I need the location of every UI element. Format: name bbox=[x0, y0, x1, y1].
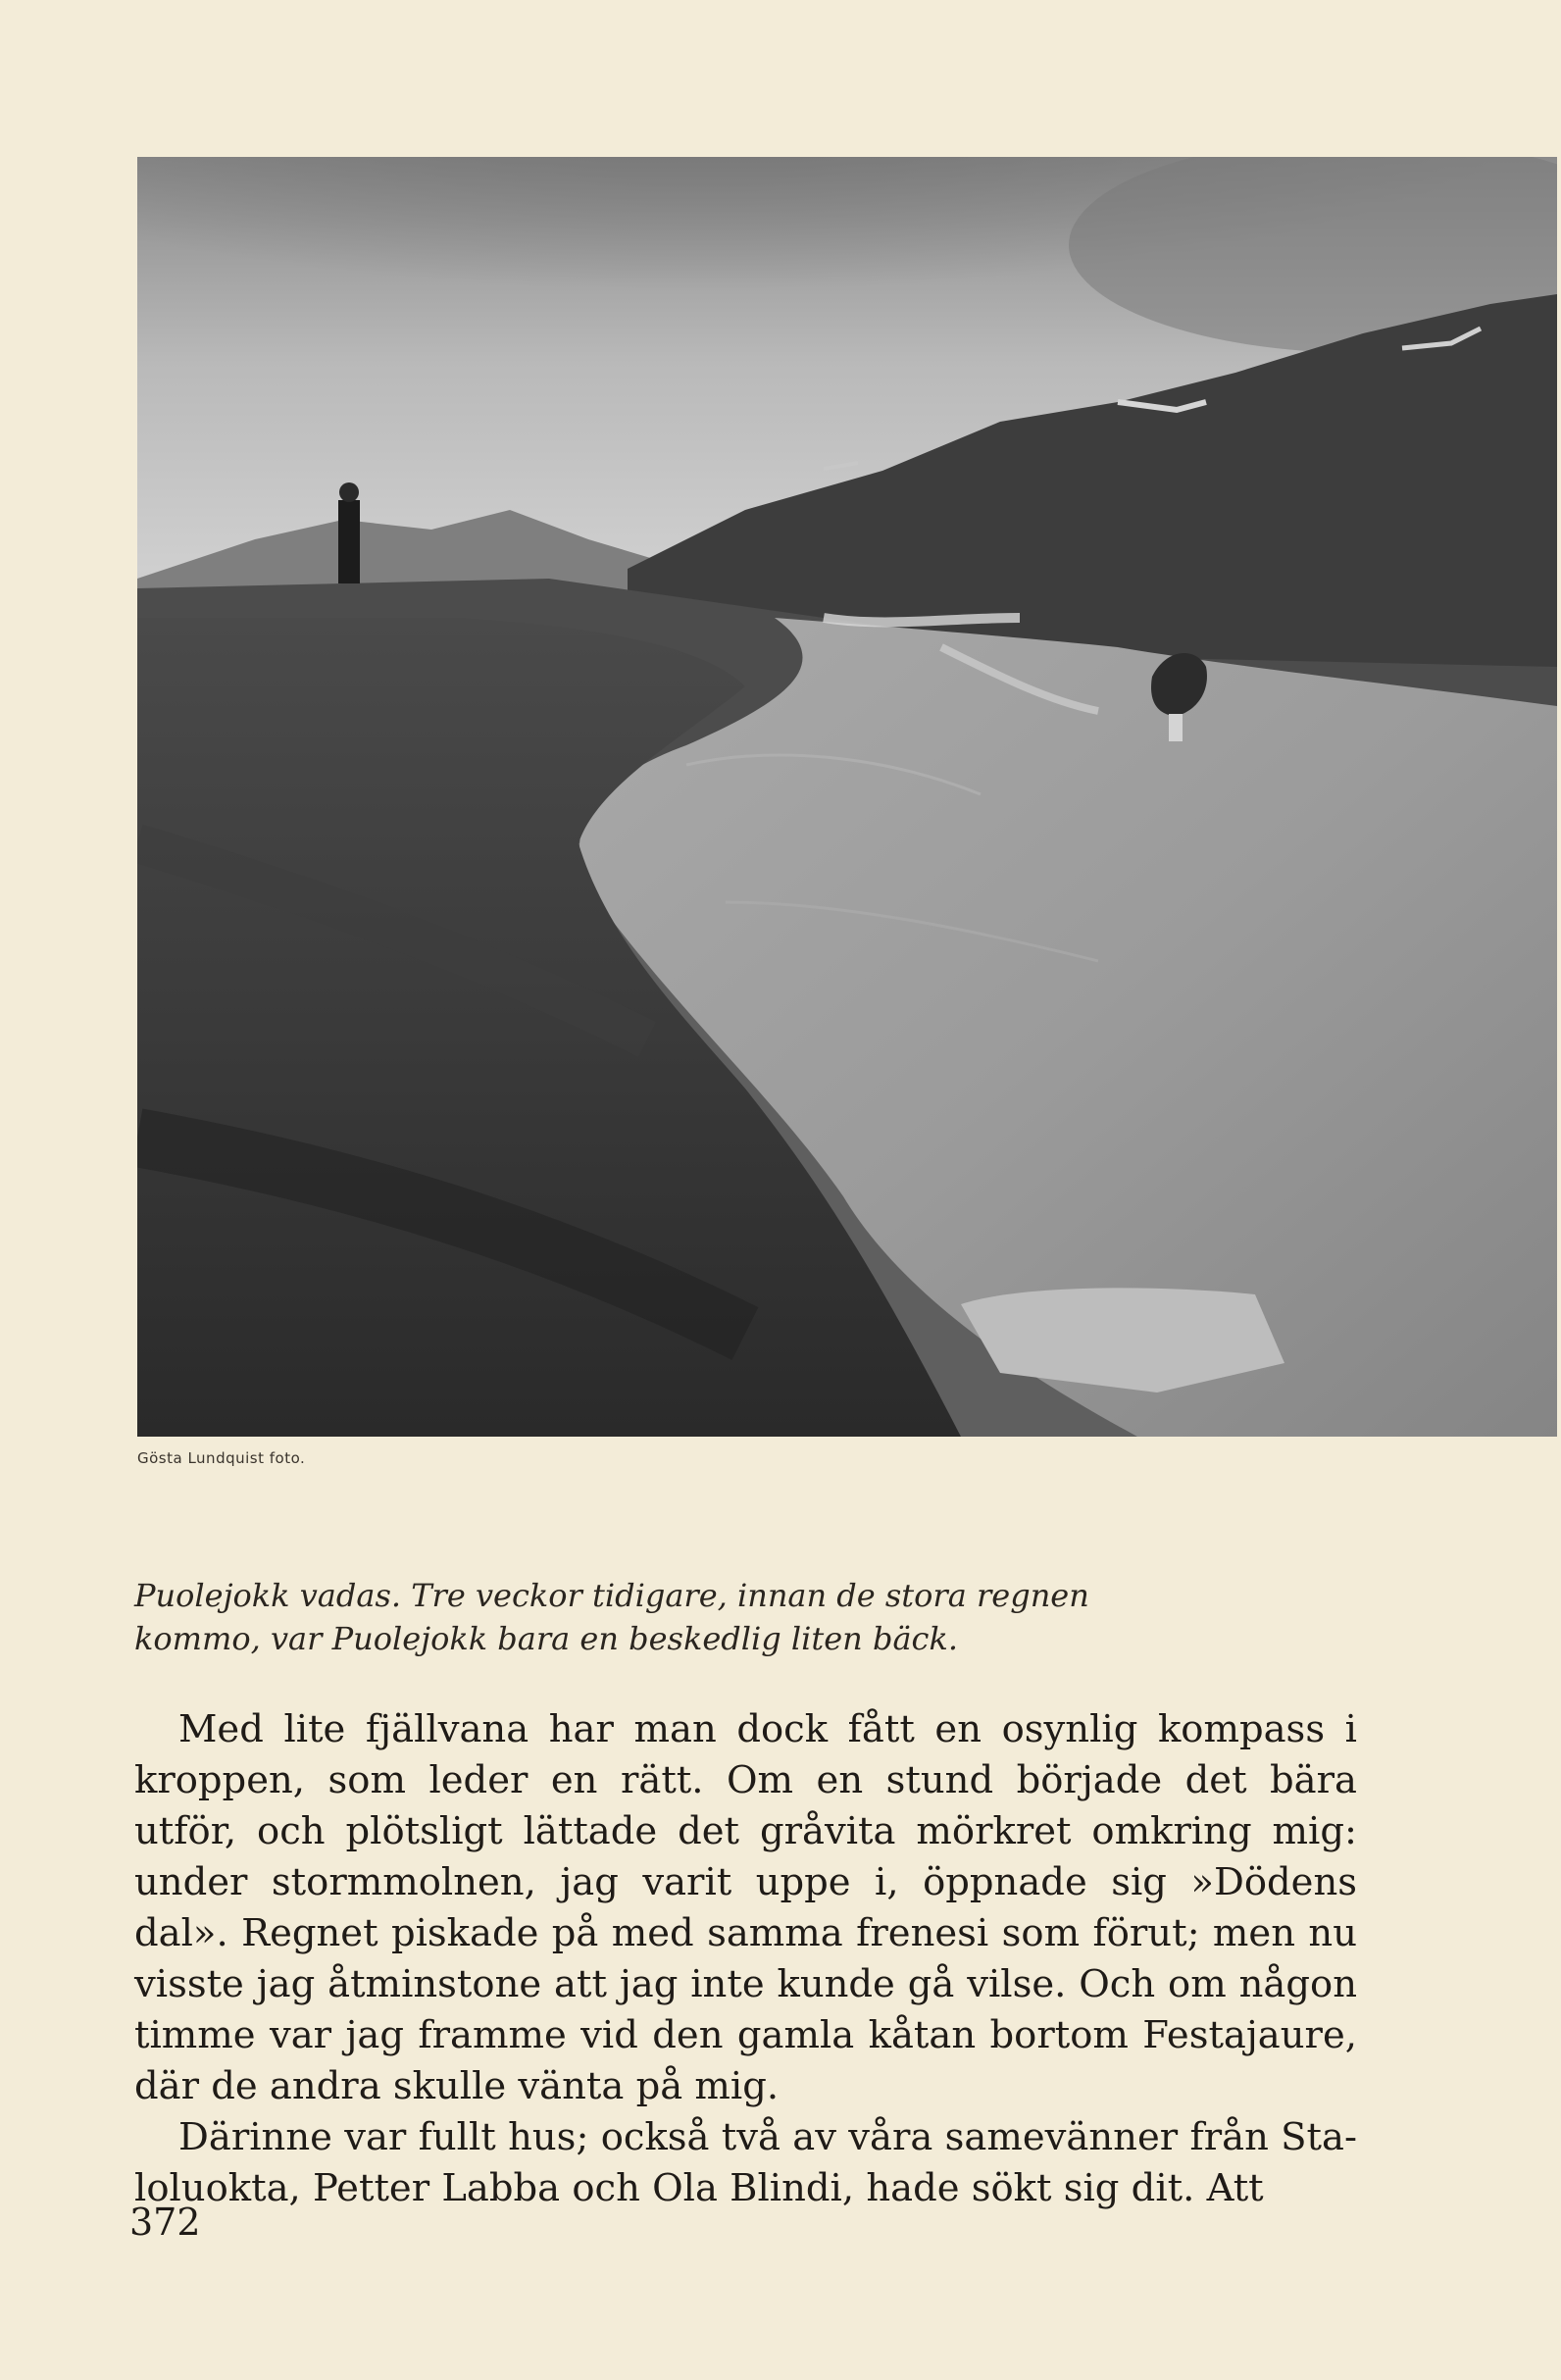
photo-caption bbox=[134, 1574, 1233, 1660]
standing-figure bbox=[338, 482, 360, 583]
caption-line-2: kommo, var Puolejokk bara en beskedlig liten bäck. bbox=[134, 1620, 958, 1657]
photo-illustration bbox=[137, 157, 1557, 1437]
river-landscape-photo bbox=[137, 157, 1557, 1437]
photo-credit: Gösta Lundquist foto. bbox=[137, 1449, 306, 1467]
body-text bbox=[134, 1704, 1357, 2214]
paragraph: Med lite fjällvana har man dock fått en osynlig kompass i kroppen, som leder en rätt. Om en stund började det bära utför, och plötsligt lättade det gråvita mörkret omkring mig: under stormmolnen, jag varit uppe i, öppnade sig »Dödens dal». Regnet piskade på med samma frenesi som förut; men nu visste jag åtminstone att jag inte kunde gå vilse. Och om någon timme var jag framme vid den gamla kåtan bortom Festajaure, där de andra skulle vänta på mig. bbox=[134, 1707, 1357, 2108]
page-number: 372 bbox=[129, 2201, 201, 2244]
paragraph: Därinne var fullt hus; också två av våra samevänner från Staloluokta, Petter Labba och Ola Blindi, hade sökt sig dit. Att bbox=[134, 2115, 1357, 2210]
caption-line-1: Puolejokk vadas. Tre veckor tidigare, innan de stora regnen bbox=[134, 1577, 1089, 1614]
